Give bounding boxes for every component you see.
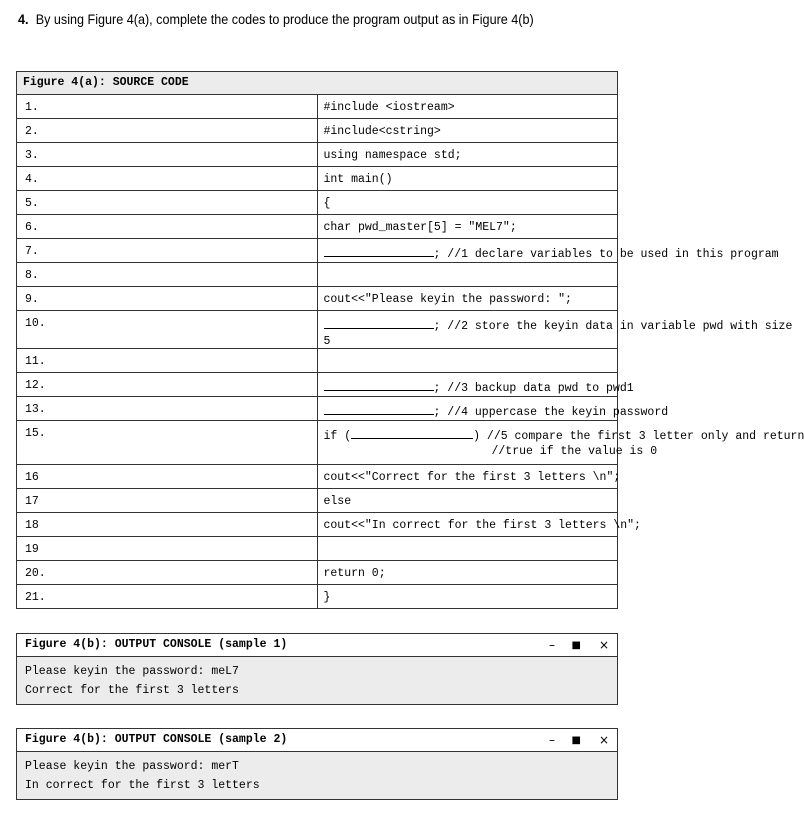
question-heading bbox=[18, 11, 534, 27]
console-title: Figure 4(b): OUTPUT CONSOLE (sample 2) bbox=[25, 733, 288, 746]
code-line bbox=[17, 537, 618, 561]
minimize-icon[interactable]: – bbox=[549, 638, 555, 652]
line-number: 5. bbox=[17, 191, 318, 215]
line-number: 13. bbox=[17, 397, 318, 421]
line-number: 19 bbox=[17, 537, 318, 561]
close-icon[interactable]: × bbox=[598, 638, 609, 652]
answer-blank-5[interactable] bbox=[351, 427, 473, 439]
line-number: 4. bbox=[17, 167, 318, 191]
answer-blank-3[interactable] bbox=[324, 379, 434, 391]
code-line bbox=[17, 167, 618, 191]
output-console-sample-2 bbox=[16, 728, 618, 800]
line-number: 20. bbox=[17, 561, 318, 585]
code-line bbox=[17, 191, 618, 215]
code-line bbox=[17, 561, 618, 585]
code-line bbox=[17, 585, 618, 609]
console-title-bar bbox=[17, 729, 617, 752]
code-line bbox=[17, 215, 618, 239]
code-text-prefix: if ( bbox=[323, 430, 352, 443]
code-line bbox=[17, 397, 618, 421]
minimize-icon[interactable]: – bbox=[549, 733, 555, 747]
maximize-icon[interactable]: ■ bbox=[571, 640, 581, 651]
output-console-sample-1 bbox=[16, 633, 618, 705]
code-text: char pwd_master[5] = "MEL7"; bbox=[317, 215, 618, 239]
code-line bbox=[17, 421, 618, 465]
line-number: 3. bbox=[17, 143, 318, 167]
line-number: 2. bbox=[17, 119, 318, 143]
code-line bbox=[17, 311, 618, 349]
answer-blank-2[interactable] bbox=[324, 317, 434, 329]
code-line bbox=[17, 287, 618, 311]
line-number: 16 bbox=[17, 465, 318, 489]
code-text: ; //1 declare variables to be used in this program bbox=[433, 248, 779, 261]
code-text: using namespace std; bbox=[317, 143, 618, 167]
console-line: In correct for the first 3 letters bbox=[25, 779, 260, 792]
code-text: else bbox=[317, 489, 618, 513]
code-text: ; //4 uppercase the keyin password bbox=[433, 406, 669, 419]
code-text: cout<<"Correct for the first 3 letters \n"; bbox=[317, 465, 618, 489]
maximize-icon[interactable]: ■ bbox=[571, 735, 581, 746]
question-text: By using Figure 4(a), complete the codes to produce the program output as in Figure 4(b) bbox=[35, 11, 534, 27]
code-line bbox=[17, 143, 618, 167]
code-text: ) //5 compare the first 3 letter only and return bbox=[473, 430, 804, 443]
line-number: 10. bbox=[17, 311, 318, 349]
code-line bbox=[17, 465, 618, 489]
answer-blank-4[interactable] bbox=[324, 403, 434, 415]
line-number: 18 bbox=[17, 513, 318, 537]
code-line bbox=[17, 513, 618, 537]
code-line bbox=[17, 349, 618, 373]
close-icon[interactable]: × bbox=[598, 733, 609, 747]
code-text: ; //2 store the keyin data in variable pwd with size bbox=[433, 320, 793, 333]
line-number: 21. bbox=[17, 585, 318, 609]
console-line: Correct for the first 3 letters bbox=[25, 684, 239, 697]
console-output bbox=[17, 657, 617, 704]
line-number: 7. bbox=[17, 239, 318, 263]
line-number: 15. bbox=[17, 421, 318, 465]
code-text: { bbox=[317, 191, 618, 215]
code-text: ; //3 backup data pwd to pwd1 bbox=[433, 382, 634, 395]
line-number: 11. bbox=[17, 349, 318, 373]
code-line bbox=[17, 373, 618, 397]
code-text bbox=[317, 263, 618, 287]
console-title-bar bbox=[17, 634, 617, 657]
source-code-table bbox=[16, 71, 804, 609]
code-line bbox=[17, 119, 618, 143]
code-text: } bbox=[317, 585, 618, 609]
console-line: Please keyin the password: meL7 bbox=[25, 665, 239, 678]
line-number: 8. bbox=[17, 263, 318, 287]
code-text bbox=[317, 349, 618, 373]
console-title: Figure 4(b): OUTPUT CONSOLE (sample 1) bbox=[25, 638, 288, 651]
answer-blank-1[interactable] bbox=[324, 245, 434, 257]
code-text: int main() bbox=[317, 167, 618, 191]
source-code-title: Figure 4(a): SOURCE CODE bbox=[17, 72, 618, 95]
code-text: #include<cstring> bbox=[317, 119, 618, 143]
line-number: 1. bbox=[17, 95, 318, 119]
question-number: 4. bbox=[18, 11, 29, 27]
line-number: 12. bbox=[17, 373, 318, 397]
code-line bbox=[17, 95, 618, 119]
code-text: cout<<"In correct for the first 3 letters \n"; bbox=[317, 513, 618, 537]
line-number: 17 bbox=[17, 489, 318, 513]
code-line bbox=[17, 239, 618, 263]
code-text bbox=[317, 537, 618, 561]
code-text: #include <iostream> bbox=[317, 95, 618, 119]
source-code-header bbox=[17, 72, 618, 95]
code-text-continued: 5 bbox=[323, 335, 331, 348]
code-text-continued: //true if the value is 0 bbox=[491, 445, 658, 458]
code-text: return 0; bbox=[317, 561, 618, 585]
line-number: 9. bbox=[17, 287, 318, 311]
code-line bbox=[17, 489, 618, 513]
console-output bbox=[17, 752, 617, 799]
console-line: Please keyin the password: merT bbox=[25, 760, 239, 773]
code-text: cout<<"Please keyin the password: "; bbox=[317, 287, 618, 311]
code-line bbox=[17, 263, 618, 287]
line-number: 6. bbox=[17, 215, 318, 239]
